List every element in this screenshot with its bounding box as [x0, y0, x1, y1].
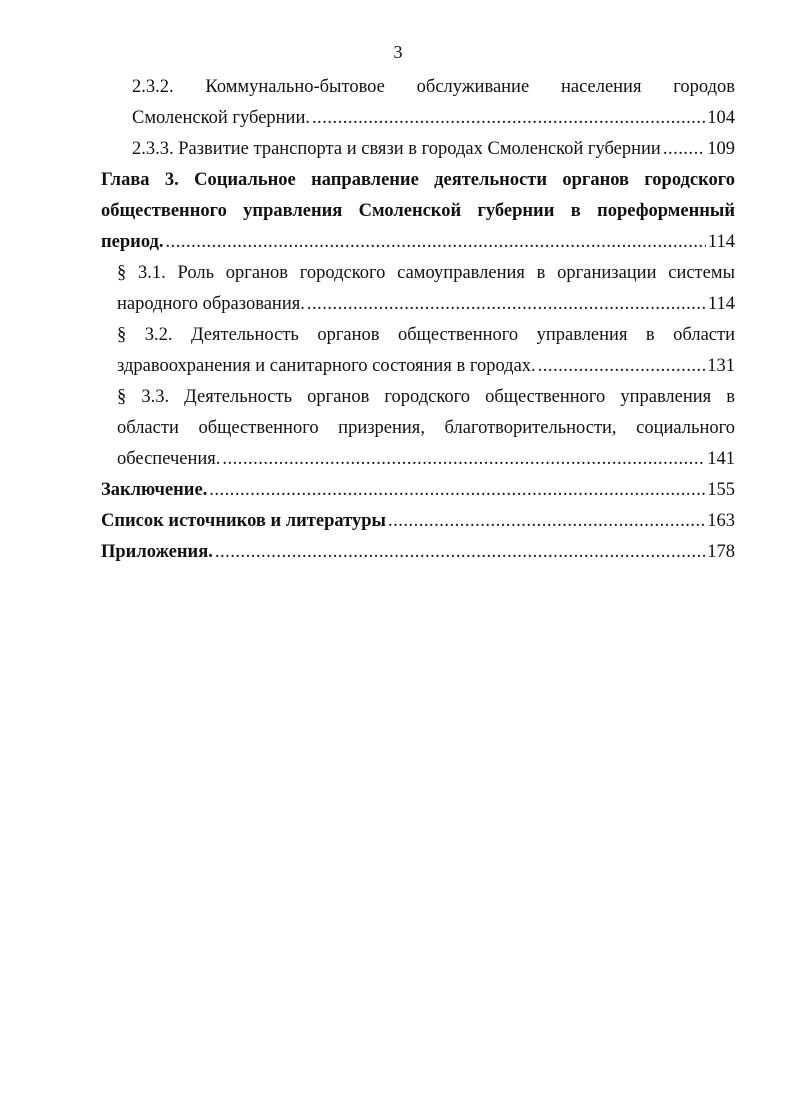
toc-entry-appendices-page: 178 [707, 542, 735, 562]
toc-entry-3-3-line-2: области общественного призрения, благотворительности, социального [117, 418, 735, 438]
toc-entry-3-1-line-1: § 3.1. Роль органов городского самоуправления в организации системы [117, 263, 735, 283]
toc-entry-sources-page: 163 [707, 511, 735, 531]
dot-leader [307, 289, 706, 320]
toc-entry-conclusion-label: Заключение. [101, 480, 208, 500]
toc-entry-3-3 [101, 382, 735, 475]
toc-entry-chapter-3-line-1: Глава 3. Социальное направление деятельности органов городского [101, 170, 735, 190]
toc-entry-conclusion [101, 475, 735, 506]
toc-entry-3-1 [101, 258, 735, 320]
dot-leader [209, 475, 705, 506]
toc-entry-sources [101, 506, 735, 537]
toc-entry-chapter-3-last-line [101, 227, 735, 258]
dot-leader [166, 227, 706, 258]
toc-entry-3-3-line-3: обеспечения. [117, 449, 221, 469]
toc-entry-3-2-line-2: здравоохранения и санитарного состояния в городах. [117, 356, 536, 376]
toc-entry-2-3-3-last-line [132, 134, 735, 165]
dot-leader [222, 444, 705, 475]
dot-leader [215, 537, 705, 568]
toc-entry-2-3-2-line-2: Смоленской губернии. [132, 108, 310, 128]
toc-entry-2-3-2 [101, 72, 735, 134]
toc-entry-appendices-label: Приложения. [101, 542, 213, 562]
toc-entry-3-1-last-line [117, 289, 735, 320]
toc-entry-3-3-last-line [117, 444, 735, 475]
toc-entry-3-1-page: 114 [707, 294, 735, 314]
toc-entry-3-2-page: 131 [707, 356, 735, 376]
toc-entry-chapter-3-line-2: общественного управления Смоленской губернии в пореформенный [101, 201, 735, 221]
dot-leader [538, 351, 706, 382]
toc-entry-chapter-3-line-3: период. [101, 232, 164, 252]
toc-entry-sources-line [101, 506, 735, 537]
toc-entry-2-3-3-page: 109 [707, 139, 735, 159]
toc-entry-conclusion-line [101, 475, 735, 506]
toc-entry-conclusion-page: 155 [707, 480, 735, 500]
toc-entry-2-3-2-page: 104 [707, 108, 735, 128]
toc-entry-chapter-3-page: 114 [707, 232, 735, 252]
toc-entry-3-2-last-line [117, 351, 735, 382]
toc-entry-2-3-2-line-1: 2.3.2. Коммунально-бытовое обслуживание населения городов [132, 77, 735, 97]
dot-leader [312, 103, 705, 134]
toc-entry-3-2-line-1: § 3.2. Деятельность органов общественного управления в области [117, 325, 735, 345]
page-number: 3 [393, 42, 403, 62]
toc-entry-2-3-2-last-line [132, 103, 735, 134]
table-of-contents [101, 72, 735, 568]
toc-entry-2-3-3-line-1: 2.3.3. Развитие транспорта и связи в городах Смоленской губернии [132, 139, 661, 159]
toc-entry-chapter-3 [101, 165, 735, 258]
toc-entry-3-2 [101, 320, 735, 382]
dot-leader [663, 134, 705, 165]
toc-entry-appendices [101, 537, 735, 568]
toc-entry-appendices-line [101, 537, 735, 568]
dot-leader [388, 506, 705, 537]
toc-entry-3-3-line-1: § 3.3. Деятельность органов городского общественного управления в [117, 387, 735, 407]
toc-entry-sources-label: Список источников и литературы [101, 511, 386, 531]
toc-entry-3-1-line-2: народного образования. [117, 294, 305, 314]
toc-entry-2-3-3 [101, 134, 735, 165]
toc-entry-3-3-page: 141 [707, 449, 735, 469]
